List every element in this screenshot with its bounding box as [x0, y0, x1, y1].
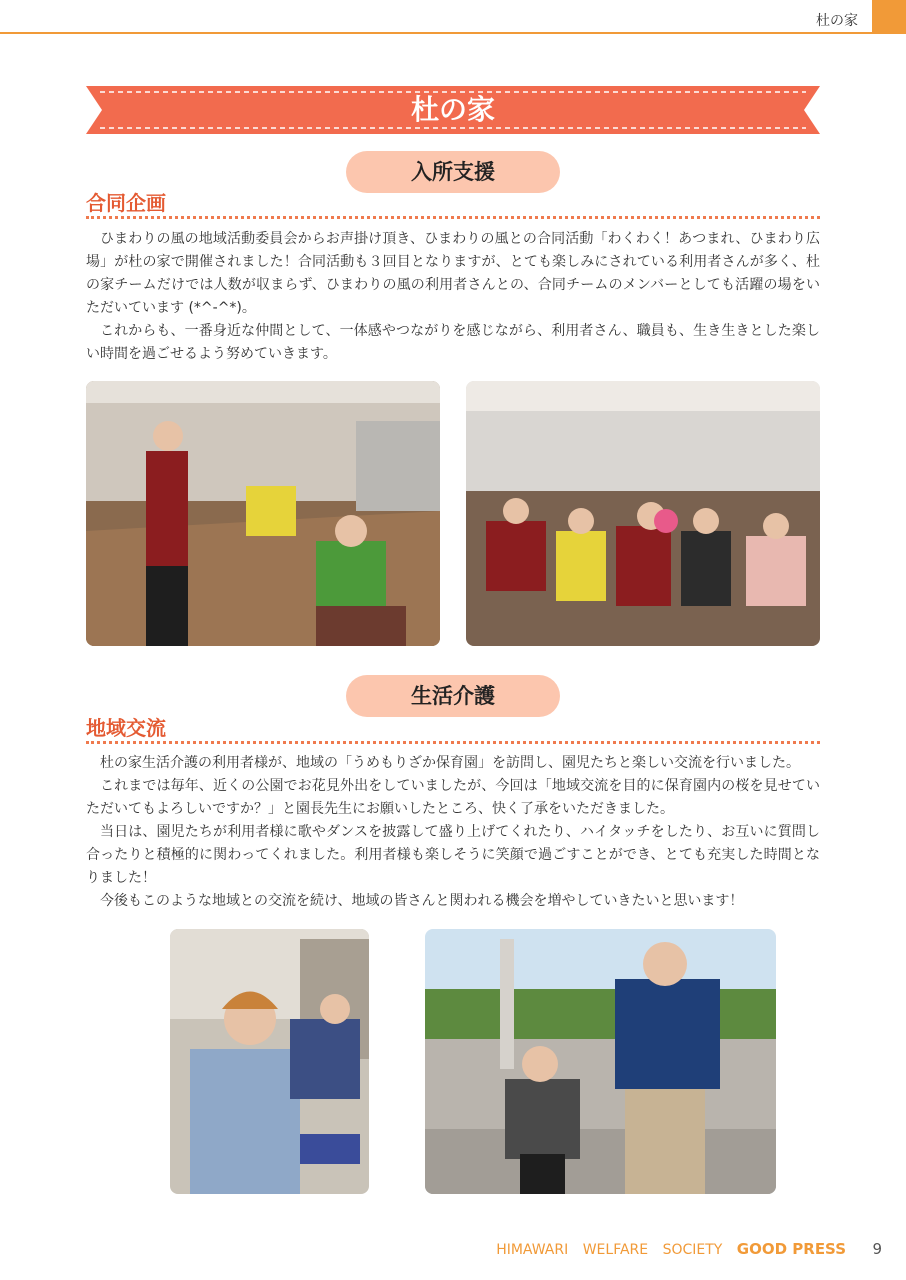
section-pill-seikatsu: 生活介護: [346, 675, 560, 717]
exchange-photo-right: [425, 929, 776, 1194]
header-corner-tab: [872, 0, 906, 34]
section-heading-chiiki: 地域交流: [86, 716, 166, 740]
page-title: 杜の家: [410, 93, 495, 126]
dotted-divider: [86, 741, 820, 744]
event-photo-right: [466, 381, 820, 646]
footer-brand: GOOD PRESS: [736, 1240, 846, 1258]
paragraph: 今後もこのような地域との交流を続け、地域の皆さんと関われる機会を増やしていきたいと思います！: [100, 893, 744, 909]
section1-body: [86, 228, 820, 366]
paragraph: これまでは毎年、近くの公園でお花見外出をしていましたが、今回は「地域交流を目的に保育園内の桜を見せていただいてもよろしいですか？」と園長先生にお願いしたところ、快く了承をいただきました。: [86, 778, 820, 817]
paragraph: 杜の家生活介護の利用者様が、地域の「うめもりざか保育園」を訪問し、園児たちと楽しい交流を行いました。: [100, 755, 800, 771]
section-heading-godo: 合同企画: [86, 191, 166, 215]
paragraph: ひまわりの風の地域活動委員会からお声掛け頂き、ひまわりの風との合同活動「わくわく！あつまれ、ひまわり広場」が杜の家で開催されました！合同活動も３回目となりますが、とても楽しみにされている利用者さんが多く、杜の家チームだけでは人数が収まらず、ひまわりの風の利用者さんとの、合同チームのメンバーとしても活躍の場をいただいています (*^-^*)。: [86, 231, 820, 316]
page-number: 9: [872, 1240, 882, 1258]
page-footer: [486, 1240, 882, 1258]
section2-body: [86, 752, 820, 913]
header-rule: [0, 32, 906, 34]
paragraph: これからも、一番身近な仲間として、一体感やつながりを感じながら、利用者さん、職員も、生き生きとした楽しい時間を過ごせるよう努めていきます。: [86, 323, 820, 362]
footer-word-welfare: WELFARE: [582, 1242, 649, 1258]
event-photo-left: [86, 381, 440, 646]
paragraph: 当日は、園児たちが利用者様に歌やダンスを披露して盛り上げてくれたり、ハイタッチをしたり、お互いに質問し合ったりと積極的に関わってくれました。利用者様も楽しそうに笑顔で過ごすことができ、とても充実した時間となりました！: [86, 824, 820, 886]
title-banner: [86, 86, 820, 134]
header-section-label: 杜の家: [816, 13, 858, 29]
footer-word-society: SOCIETY: [662, 1242, 723, 1258]
exchange-photo-left: [170, 929, 369, 1194]
page-header: [0, 0, 906, 34]
footer-word-himawari: HIMAWARI: [496, 1242, 569, 1258]
dotted-divider: [86, 216, 820, 219]
section-pill-nyusho: 入所支援: [346, 151, 560, 193]
